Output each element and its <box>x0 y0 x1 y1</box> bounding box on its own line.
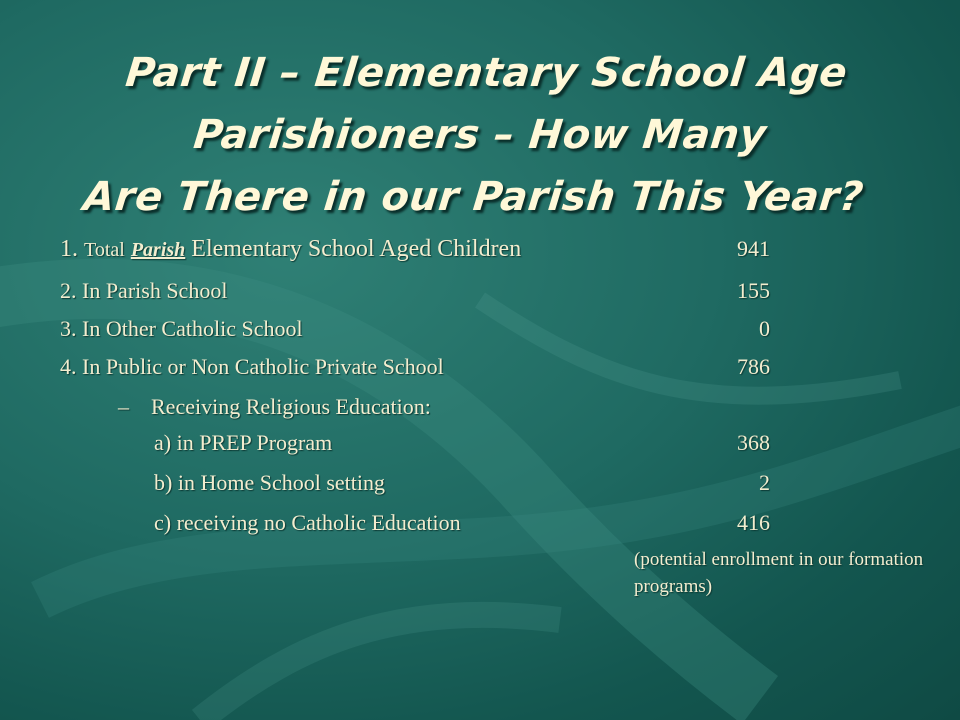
title-line-1: Part II – Elementary School Age Parishioners – How Many <box>123 50 850 158</box>
item2-label: 2. In Parish School <box>60 278 228 303</box>
item4-label: 4. In Public or Non Catholic Private School <box>60 354 444 379</box>
subitem-b-label: b) in Home School setting <box>154 470 385 495</box>
row-in-parish-school <box>60 278 770 304</box>
item3-value: 0 <box>759 316 770 341</box>
item3-label: 3. In Other Catholic School <box>60 316 303 341</box>
subrow-no-catholic-education <box>154 510 770 536</box>
subitem-a-label: a) in PREP Program <box>154 430 333 455</box>
subheading-label: – Receiving Religious Education: <box>118 394 431 419</box>
item1-number: 1. <box>60 236 78 262</box>
subitem-a-value: 368 <box>737 430 770 455</box>
subitem-b-value: 2 <box>759 470 770 495</box>
row-other-catholic-school <box>60 316 770 342</box>
item2-value: 155 <box>737 278 770 303</box>
row-public-private-school <box>60 354 770 380</box>
potential-enrollment-note: (potential enrollment in our formation programs) <box>634 549 924 597</box>
item1-parish-word: Parish <box>130 239 186 261</box>
title-line-2: Are There in our Parish This Year? <box>81 174 866 220</box>
subheading-religious-education <box>118 394 431 420</box>
subitem-c-value: 416 <box>737 510 770 535</box>
item1-total-word: Total <box>84 239 125 261</box>
slide-title <box>0 42 960 228</box>
row-total-parish-children <box>60 236 770 263</box>
subrow-home-school <box>154 470 770 496</box>
subrow-prep-program <box>154 430 770 456</box>
item4-value: 786 <box>737 354 770 379</box>
item1-value: 941 <box>737 236 770 261</box>
subitem-c-label: c) receiving no Catholic Education <box>154 510 461 535</box>
item1-rest-label: Elementary School Aged Children <box>191 236 522 262</box>
